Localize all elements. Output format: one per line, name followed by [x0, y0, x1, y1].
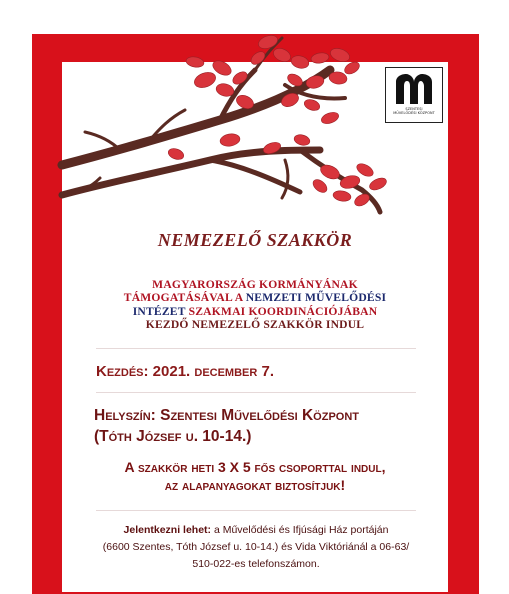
group-line1: A szakkör heti 3 X 5 fős csoporttal indul, [124, 459, 386, 475]
contact-line3: 510-022-es telefonszámon. [192, 558, 320, 570]
page-title: NEMEZELŐ SZAKKÖR [157, 230, 353, 250]
intro-line3-a: INTÉZET [132, 304, 189, 318]
start-date: Kezdés: 2021. december 7. [96, 363, 274, 380]
venue-line2: (Tóth József u. 10-14.) [94, 428, 252, 445]
logo-name-line1: SZENTESI [405, 107, 423, 111]
intro-line2-b: NEMZETI MŰVELŐDÉSI [245, 291, 387, 305]
divider [96, 392, 416, 393]
contact-info [92, 522, 420, 573]
intro-text [70, 278, 440, 331]
divider [96, 510, 416, 511]
szentesi-muvelodesi-kozpont-logo [385, 67, 443, 123]
group-line2: az alapanyagokat biztosítjuk! [164, 477, 346, 493]
venue-line1: Helyszín: Szentesi Művelődési Központ [94, 407, 360, 424]
intro-line3-b: SZAKMAI KOORDINÁCIÓJÁBAN [188, 304, 378, 318]
contact-line1-rest: a Művelődési és Ifjúsági Ház portáján [211, 524, 389, 536]
building-arch-icon [394, 72, 434, 106]
group-info [70, 458, 440, 494]
contact-line1 [92, 522, 420, 539]
contact-line2: (6600 Szentes, Tóth József u. 10-14.) és Vida Viktóriánál a 06-63/ [102, 541, 410, 553]
contact-label: Jelentkezni lehet: [123, 524, 212, 536]
logo-caption [393, 107, 435, 115]
intro-line2-a: TÁMOGATÁSÁVAL A [123, 291, 246, 305]
logo-name-line2: MŰVELŐDÉSI KÖZPONT [393, 111, 435, 115]
intro-line4: KEZDŐ NEMEZELŐ SZAKKÖR INDUL [145, 317, 365, 331]
intro-line2 [70, 291, 440, 304]
venue [94, 405, 434, 447]
intro-line3 [70, 305, 440, 318]
divider [96, 348, 416, 349]
intro-line1: MAGYARORSZÁG KORMÁNYÁNAK [152, 278, 358, 291]
